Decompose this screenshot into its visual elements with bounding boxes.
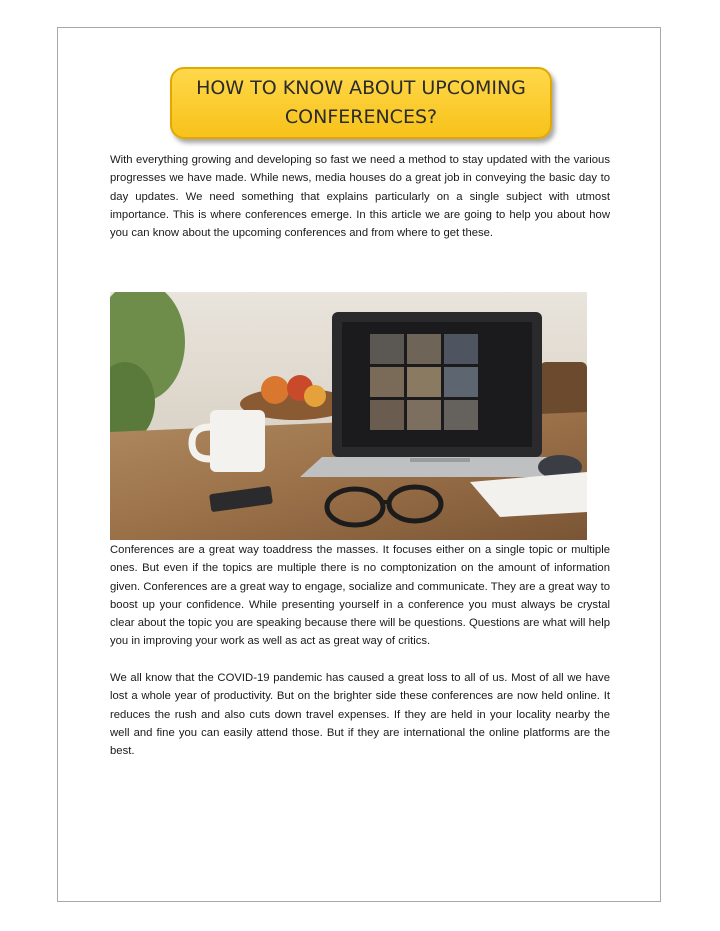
page-title: HOW TO KNOW ABOUT UPCOMING CONFERENCES? — [196, 77, 526, 128]
intro-paragraph: With everything growing and developing so fast we need a method to stay updated with the various progresses we have made. While news, media houses do a great job in conveying the basic day to day updates. We need something that explains particularly on a single subject with utmost importance. This is where conferences emerge. In this article we are going to help you about how you can know about the upcoming conferences and from where to get these. — [110, 154, 610, 240]
covid-paragraph: We all know that the COVID-19 pandemic has caused a great loss to all of us. Most of all we have lost a whole year of productivity. But on the brighter side these conferences are now held online. It reduces the rush and also cuts down travel expenses. If they are held in your locality nearby the well and fine you can easily attend those. But if they are international the online platforms are the best. — [110, 672, 610, 758]
title-banner — [170, 67, 552, 139]
conferences-paragraph: Conferences are a great way toaddress the masses. It focuses either on a single topic or multiple ones. But even if the topics are multiple there is no comptonization on the amount of information given. Conferences are a great way to engage, socialize and communicate. They are a great way to boost up your confidence. While presenting yourself in a conference you must always be crystal clear about the topic you are speaking because there will be questions. Questions are what will help you in improving your work as well as act as great way of critics. — [110, 544, 610, 648]
laptop-video-conference-photo — [110, 292, 587, 540]
